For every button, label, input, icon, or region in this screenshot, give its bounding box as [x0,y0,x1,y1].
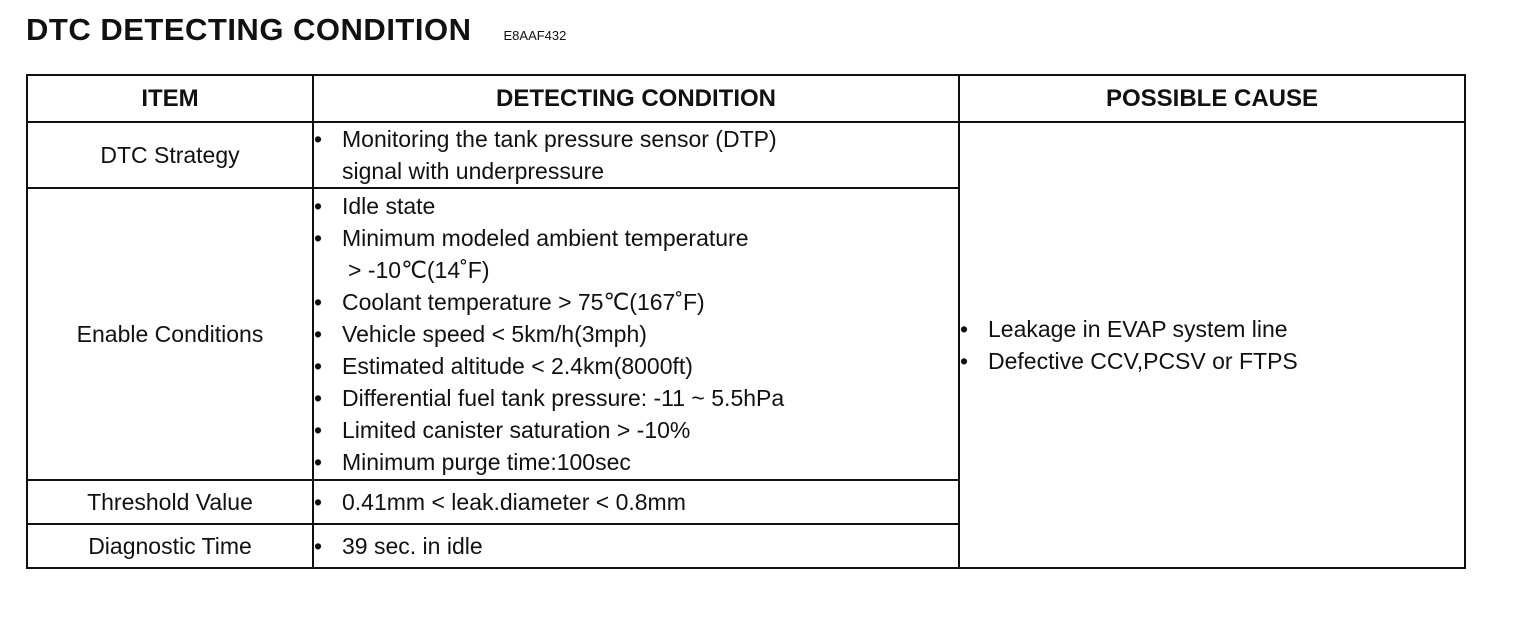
item-diagnostic-time: Diagnostic Time [27,524,313,568]
condition-line: • 0.41mm < leak.diameter < 0.8mm [342,489,686,515]
cause-line: • Defective CCV,PCSV or FTPS [988,348,1298,374]
possible-cause-list [960,313,1464,377]
header-item: ITEM [27,75,313,122]
condition-item [314,318,958,350]
condition-item [314,414,958,446]
condition-line: • Idle state [342,193,436,219]
condition-line: • 39 sec. in idle [342,533,483,559]
condition-cell-dtc-strategy [313,122,959,188]
condition-item [314,222,958,286]
document-code: E8AAF432 [503,28,567,43]
condition-item [314,530,958,562]
condition-list [314,123,958,187]
condition-line: • Monitoring the tank pressure sensor (DTP) [342,126,777,152]
item-threshold-value: Threshold Value [27,480,313,524]
item-enable-conditions: Enable Conditions [27,188,313,480]
condition-line: • Differential fuel tank pressure: -11 ~ 5.5hPa [342,385,785,411]
header-possible-cause: POSSIBLE CAUSE [959,75,1465,122]
condition-item [314,382,958,414]
header-detecting-condition: DETECTING CONDITION [313,75,959,122]
condition-list [314,190,958,478]
condition-line: • Coolant temperature > 75℃(167˚F) [342,289,705,315]
condition-line: • Minimum purge time:100sec [342,449,631,475]
possible-cause-item [960,313,1464,345]
dtc-condition-table [26,74,1466,569]
condition-cell-enable-conditions [313,188,959,480]
page-title: DTC DETECTING CONDITION [26,12,472,47]
condition-line: • Vehicle speed < 5km/h(3mph) [342,321,647,347]
condition-cell-diagnostic-time [313,524,959,568]
condition-item [314,286,958,318]
condition-line: • Limited canister saturation > -10% [342,417,691,443]
condition-list [314,486,958,518]
possible-cause-item [960,345,1464,377]
condition-line: • Estimated altitude < 2.4km(8000ft) [342,353,693,379]
condition-line: signal with underpressure [342,158,605,184]
condition-item [314,486,958,518]
possible-cause-cell [959,122,1465,568]
cause-line: • Leakage in EVAP system line [988,316,1288,342]
table-row-dtc-strategy [27,122,1465,188]
table-header-row [27,75,1465,122]
condition-item [314,350,958,382]
condition-item [314,190,958,222]
item-dtc-strategy: DTC Strategy [27,122,313,188]
condition-cell-threshold-value [313,480,959,524]
page-heading [26,12,566,48]
condition-item [314,123,958,187]
condition-line: • Minimum modeled ambient temperature [342,225,749,251]
condition-line: > -10℃(14˚F) [348,257,490,283]
condition-item [314,446,958,478]
condition-list [314,530,958,562]
